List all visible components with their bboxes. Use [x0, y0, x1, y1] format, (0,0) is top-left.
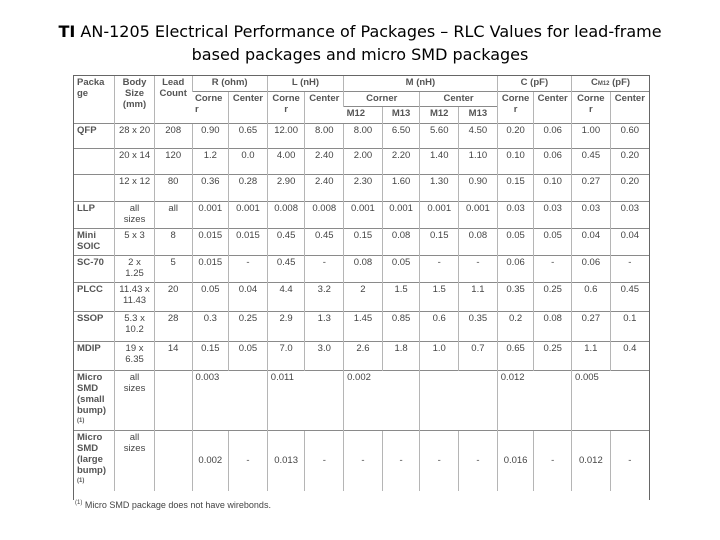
table-row	[74, 256, 649, 283]
table-row	[74, 149, 649, 175]
cell-value: 0.15	[344, 229, 383, 256]
cell-r: 0.003	[192, 371, 267, 431]
cell-value: -	[610, 256, 649, 283]
cell-value: 0.0	[229, 149, 268, 175]
cell-value: 0.65	[229, 124, 268, 149]
cell-value: 0.15	[420, 229, 459, 256]
cell-value: 1.40	[420, 149, 459, 175]
cell-lead: 120	[154, 149, 192, 175]
cell-value: 1.45	[344, 312, 383, 342]
header-package: Packa ge	[77, 77, 105, 99]
cell-lead: 20	[154, 283, 192, 312]
cell-value: 5.60	[420, 124, 459, 149]
cell-size: 19 x 6.35	[115, 342, 155, 371]
cell-value: 0.6	[420, 312, 459, 342]
cell-value: 0.7	[459, 342, 498, 371]
cell-value: 1.5	[382, 283, 420, 312]
cell-value: 0.04	[610, 229, 649, 256]
cell-value: 0.06	[534, 149, 572, 175]
cell-value: 0.25	[534, 283, 572, 312]
cell-value: -	[610, 431, 649, 491]
cell-value: 2.40	[305, 149, 344, 175]
cell-lead: 28	[154, 312, 192, 342]
title-bold: TI	[58, 22, 76, 41]
cell-value: -	[420, 431, 459, 491]
table-row	[74, 175, 649, 202]
cell-value: 0.90	[459, 175, 498, 202]
header-m-corner: Corner	[344, 92, 420, 107]
cell-package: SC-70	[74, 256, 115, 283]
cell-package: PLCC	[74, 283, 115, 312]
cell-value: 0.6	[572, 283, 611, 312]
cell-size: 11.43 x 11.43	[115, 283, 155, 312]
cell-value: 2	[344, 283, 383, 312]
cell-package: Micro SMD (large bump) $^{(1)}$	[74, 431, 115, 491]
cell-l: 0.011	[267, 371, 343, 431]
header-cm-center: Center	[610, 92, 649, 124]
cell-size: 5 x 3	[115, 229, 155, 256]
cell-value: 0.015	[229, 229, 268, 256]
cell-value: 0.45	[610, 283, 649, 312]
cell-value: 0.08	[344, 256, 383, 283]
cell-value: 2.30	[344, 175, 383, 202]
cell-value: 0.001	[229, 202, 268, 229]
cell-value: 0.85	[382, 312, 420, 342]
cell-value: -	[229, 431, 268, 491]
cell-value: 1.00	[572, 124, 611, 149]
cell-value: 0.015	[192, 256, 229, 283]
cell-value: 0.45	[267, 256, 305, 283]
table-row-micro-large	[74, 431, 649, 491]
cell-value: 0.27	[572, 312, 611, 342]
cell-value: 0.20	[610, 175, 649, 202]
cell-value: 4.4	[267, 283, 305, 312]
cell-value: -	[534, 256, 572, 283]
header-r: R (ohm)	[192, 76, 267, 92]
cell-value: 0.001	[459, 202, 498, 229]
cell-value: 2.90	[267, 175, 305, 202]
header-m-center: Center	[420, 92, 497, 107]
cell-value: 0.08	[459, 229, 498, 256]
cell-value: 0.03	[497, 202, 534, 229]
cell-value: 0.45	[572, 149, 611, 175]
header-cm12: CM12 (pF)	[572, 76, 649, 92]
header-m-corner-m12: M12	[344, 107, 383, 124]
cell-value: 2.00	[344, 149, 383, 175]
cell-value: 0.05	[497, 229, 534, 256]
table-row	[74, 312, 649, 342]
cell-value: 0.10	[497, 149, 534, 175]
header-row-1	[74, 76, 649, 92]
cell-value: 0.08	[534, 312, 572, 342]
cell-value: 4.00	[267, 149, 305, 175]
slide-title	[40, 20, 680, 66]
cell-value: 0.25	[229, 312, 268, 342]
cell-value: 0.001	[344, 202, 383, 229]
table-row	[74, 342, 649, 371]
cell-package	[74, 149, 115, 175]
cell-value: 0.013	[267, 431, 305, 491]
cell-value: -	[344, 431, 383, 491]
header-body-size: Body Size (mm)	[115, 76, 155, 124]
header-m-corner-m13: M13	[382, 107, 420, 124]
cell-value: 0.20	[610, 149, 649, 175]
cell-lead: 5	[154, 256, 192, 283]
cell-m-blank	[420, 371, 497, 431]
cell-value: 0.008	[267, 202, 305, 229]
cell-value: 1.1	[459, 283, 498, 312]
cell-value: 0.001	[420, 202, 459, 229]
header-l: L (nH)	[267, 76, 343, 92]
cell-value: 0.015	[192, 229, 229, 256]
cell-value: 6.50	[382, 124, 420, 149]
cell-value: 2.20	[382, 149, 420, 175]
title-line1: AN-1205 Electrical Performance of Packages – RLC Values for lead-frame	[75, 22, 662, 41]
cell-value: 1.0	[420, 342, 459, 371]
cell-value: 0.001	[192, 202, 229, 229]
cell-value: 0.03	[610, 202, 649, 229]
table-row	[74, 202, 649, 229]
cell-value: 0.06	[497, 256, 534, 283]
cell-value: -	[305, 431, 344, 491]
cell-value: 0.016	[497, 431, 534, 491]
cell-value: 0.03	[572, 202, 611, 229]
table-row	[74, 124, 649, 149]
header-r-corner: Corne r	[192, 92, 229, 124]
cell-value: 3.0	[305, 342, 344, 371]
cell-value: 0.4	[610, 342, 649, 371]
cell-value: 0.3	[192, 312, 229, 342]
cell-value: -	[305, 256, 344, 283]
cell-package: QFP	[74, 124, 115, 149]
cell-value: 0.06	[534, 124, 572, 149]
footnote	[75, 500, 271, 510]
cell-lead	[154, 431, 192, 491]
cell-value: 1.2	[192, 149, 229, 175]
cell-size: 20 x 14	[115, 149, 155, 175]
cell-value: 0.15	[192, 342, 229, 371]
cell-value: 0.2	[497, 312, 534, 342]
cell-value: 0.10	[534, 175, 572, 202]
header-lead-count: Lead Count	[154, 76, 192, 124]
header-l-corner: Corne r	[267, 92, 305, 124]
cell-value: 0.45	[305, 229, 344, 256]
cell-value: 1.3	[305, 312, 344, 342]
cell-value: 1.1	[572, 342, 611, 371]
cell-value: 0.08	[382, 229, 420, 256]
cell-value: 0.27	[572, 175, 611, 202]
cell-value: -	[382, 431, 420, 491]
cell-value: -	[229, 256, 268, 283]
cell-value: 0.002	[192, 431, 229, 491]
cell-value: 12.00	[267, 124, 305, 149]
header-c-corner: Corne r	[497, 92, 534, 124]
cell-value: 0.04	[572, 229, 611, 256]
cell-package: Micro SMD (small bump) $^{(1)}$	[74, 371, 115, 431]
cell-package: MDIP	[74, 342, 115, 371]
cell-lead: 14	[154, 342, 192, 371]
cell-value: 0.06	[572, 256, 611, 283]
cell-value: 0.65	[497, 342, 534, 371]
cell-value: 0.15	[497, 175, 534, 202]
cell-value: 0.05	[192, 283, 229, 312]
cell-value: 0.03	[534, 202, 572, 229]
cell-size: 2 x 1.25	[115, 256, 155, 283]
cell-m: 0.002	[344, 371, 420, 431]
cell-size: 28 x 20	[115, 124, 155, 149]
cell-value: 0.25	[534, 342, 572, 371]
cell-size: 5.3 x 10.2	[115, 312, 155, 342]
cell-value: 0.35	[459, 312, 498, 342]
cell-value: 2.9	[267, 312, 305, 342]
title-line2: based packages and micro SMD packages	[191, 45, 529, 64]
footnote-text: Micro SMD package does not have wirebonds.	[82, 500, 271, 510]
rlc-table	[74, 76, 649, 491]
cell-value: 0.05	[229, 342, 268, 371]
cell-value: 0.001	[382, 202, 420, 229]
cell-c: 0.012	[497, 371, 571, 431]
header-cm-corner: Corne r	[572, 92, 611, 124]
cell-size: all sizes	[115, 431, 155, 491]
header-c-center: Center	[534, 92, 572, 124]
cell-value: -	[459, 256, 498, 283]
cell-value: 1.10	[459, 149, 498, 175]
table-row	[74, 229, 649, 256]
header-m: M (nH)	[344, 76, 498, 92]
cell-value: -	[420, 256, 459, 283]
cell-value: 0.36	[192, 175, 229, 202]
cell-value: 0.35	[497, 283, 534, 312]
table-body	[74, 124, 649, 371]
cell-package: SSOP	[74, 312, 115, 342]
cell-value: 0.45	[267, 229, 305, 256]
cell-lead: 208	[154, 124, 192, 149]
cell-cm: 0.005	[572, 371, 649, 431]
cell-value: 8.00	[305, 124, 344, 149]
cell-size: all sizes	[115, 202, 155, 229]
cell-value: 3.2	[305, 283, 344, 312]
header-m-center-m13: M13	[459, 107, 498, 124]
header-r-center: Center	[229, 92, 268, 124]
footnote-marker: (1)	[75, 500, 83, 506]
cell-value: 0.60	[610, 124, 649, 149]
cell-package	[74, 175, 115, 202]
cell-value: 0.20	[497, 124, 534, 149]
cell-lead: 8	[154, 229, 192, 256]
cell-value: 0.90	[192, 124, 229, 149]
cell-value: 8.00	[344, 124, 383, 149]
header-m-center-m12: M12	[420, 107, 459, 124]
cell-value: 1.8	[382, 342, 420, 371]
cell-value: 0.012	[572, 431, 611, 491]
cell-lead: 80	[154, 175, 192, 202]
cell-value: 0.05	[534, 229, 572, 256]
header-l-center: Center	[305, 92, 344, 124]
cell-size: all sizes	[115, 371, 155, 431]
header-c: C (pF)	[497, 76, 571, 92]
cell-lead: all	[154, 202, 192, 229]
table-row-micro-small	[74, 371, 649, 431]
cell-value: 7.0	[267, 342, 305, 371]
cell-value: 2.6	[344, 342, 383, 371]
cell-value: 0.1	[610, 312, 649, 342]
table-row	[74, 283, 649, 312]
cell-package: LLP	[74, 202, 115, 229]
rlc-table-frame	[73, 75, 650, 500]
cell-value: 1.5	[420, 283, 459, 312]
cell-value: -	[459, 431, 498, 491]
cell-value: 0.008	[305, 202, 344, 229]
cell-value: 0.05	[382, 256, 420, 283]
cell-value: 0.28	[229, 175, 268, 202]
cell-value: -	[534, 431, 572, 491]
cell-size: 12 x 12	[115, 175, 155, 202]
cell-value: 2.40	[305, 175, 344, 202]
cell-package: Mini SOIC	[74, 229, 115, 256]
cell-value: 1.30	[420, 175, 459, 202]
cell-value: 1.60	[382, 175, 420, 202]
cell-value: 0.04	[229, 283, 268, 312]
cell-value: 4.50	[459, 124, 498, 149]
cell-lead	[154, 371, 192, 431]
